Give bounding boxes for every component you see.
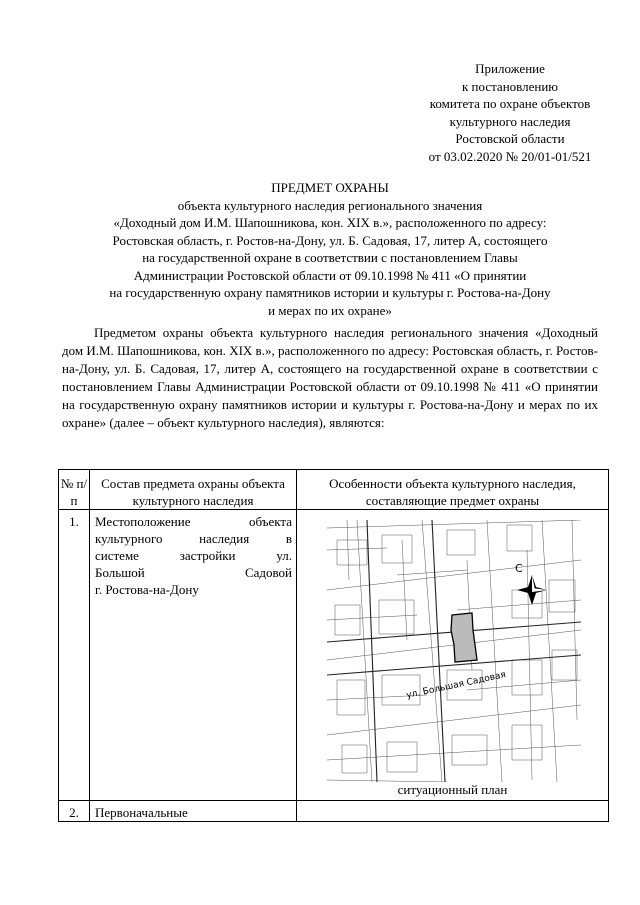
title-line: на государственную охрану памятников истории и культуры г. Ростова-на-Дону [109,285,551,300]
title-heading: ПРЕДМЕТ ОХРАНЫ [271,180,389,195]
intro-paragraph [62,324,598,432]
appendix-block [360,60,640,165]
map-caption: ситуационный план [397,782,508,797]
title-line: Ростовская область, г. Ростов-на-Дону, ул. Б. Садовая, 17, литер А, состоящего [112,232,548,248]
word: объекта [248,514,292,529]
table-row [59,801,609,822]
row-num: 1. [59,510,90,801]
text-line [95,530,292,547]
word: наследия [199,531,250,546]
appendix-line: комитета по охране объектов [429,96,591,111]
word: культурного [95,531,163,546]
table-header-row [59,470,609,510]
appendix-line: Ростовской области [455,131,565,146]
word: системе [95,548,139,563]
header-composition: Состав предмета охраны объекта культурного наследия [90,470,297,510]
table-row [59,510,609,801]
word: в [285,531,292,546]
row-composition: Первоначальные [90,801,297,822]
word: Садовой [244,565,292,580]
appendix-line: к постановлению [461,78,559,94]
situation-plan-map [327,520,581,782]
text-line [95,564,292,581]
word: г. Ростова-на-Дону [95,582,199,597]
title-line: «Доходный дом И.М. Шапошникова, кон. XIX в.», расположенного по адресу: [113,215,547,230]
title-line: на государственной охране в соответствии с постановлением Главы [142,250,518,265]
word: Местоположение [95,514,191,529]
text-line [95,547,292,564]
situation-plan-cell [297,510,609,801]
document-title [40,179,620,319]
protection-table [58,469,609,822]
title-line: Администрации Ростовской области от 09.10.1998 № 411 «О принятии [133,267,527,283]
header-features: Особенности объекта культурного наследия, составляющие предмет охраны [297,470,609,510]
appendix-line: Приложение [475,61,545,76]
map-street-label: ул. Большая Садовая [405,670,507,701]
intro-text: Предметом охраны объекта культурного наследия регионального значения «Доходный дом И.М. Шапошникова, кон. XIX в.», расположенного по адресу: Ростовская область, г. Ростов-на-Дону, ул. Б. Садовая, 17, литер А, состоящего на государственной охране в соответствии с постановлением Главы Администрации Ростовской области от 09.10.1998 № 411 «О принятии на государственную охрану памятников истории и культуры г. Ростова-на-Дону и мерах по их охране» (далее – объект культурного наследия), являются: [62,325,598,430]
row-composition [90,510,297,801]
row-features [297,801,609,822]
word: застройки [179,548,236,563]
header-num: № п/п [59,470,90,510]
row-num: 2. [59,801,90,822]
text-line [95,513,292,530]
word: ул. [276,548,292,563]
appendix-line: культурного наследия [449,113,571,129]
word: Большой [95,565,145,580]
title-line: объекта культурного наследия регионального значения [177,197,483,213]
title-line: и мерах по их охране» [268,302,392,318]
appendix-line: от 03.02.2020 № 20/01-01/521 [428,148,592,164]
text-line [95,581,292,598]
svg-text:С: С [515,562,523,575]
